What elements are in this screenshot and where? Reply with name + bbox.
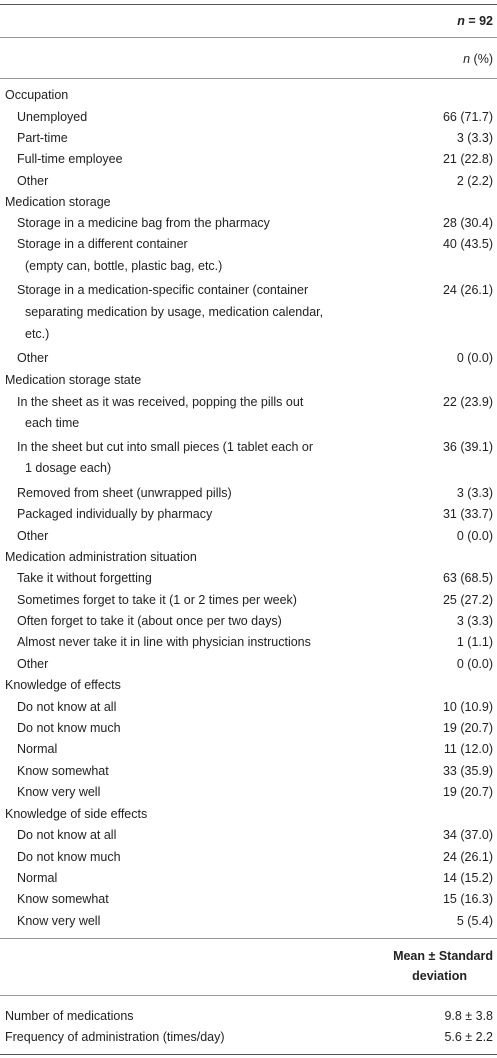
row-label: Know somewhat: [17, 764, 109, 778]
row-label: Do not know much: [17, 850, 121, 864]
row-label: Almost never take it in line with physician instructions: [17, 635, 311, 649]
header-rule: [0, 37, 497, 38]
row-value: 5 (5.4): [456, 914, 493, 928]
row-label: Other: [17, 174, 49, 188]
row-value: 28 (30.4): [442, 216, 493, 230]
row-value: 2 (2.2): [456, 174, 493, 188]
row-label: Other: [17, 529, 49, 543]
n-pct-label: [463, 51, 493, 67]
row-label: Know somewhat: [17, 892, 109, 906]
row-value: 0 (0.0): [456, 529, 493, 543]
row-value: 9.8 ± 3.8: [444, 1009, 493, 1023]
row-value: 5.6 ± 2.2: [444, 1030, 493, 1044]
section-administration-title: Medication administration situation: [5, 550, 197, 564]
n-pct-symbol: n: [463, 52, 471, 66]
row-value: 63 (68.5): [442, 571, 493, 585]
row-value: 34 (37.0): [442, 828, 493, 842]
row-label: In the sheet as it was received, popping the pills out: [17, 395, 304, 409]
row-label: Other: [17, 351, 49, 365]
row-label: Do not know much: [17, 721, 121, 735]
row-value: 19 (20.7): [442, 785, 493, 799]
row-value: 0 (0.0): [456, 657, 493, 671]
row-value: 24 (26.1): [442, 283, 493, 297]
row-label-cont: 1 dosage each): [25, 461, 112, 475]
row-label: Other: [17, 657, 49, 671]
n-symbol: n: [457, 14, 465, 28]
row-value: 40 (43.5): [442, 237, 493, 251]
row-label: Full-time employee: [17, 152, 123, 166]
row-label: Do not know at all: [17, 828, 117, 842]
row-label: Storage in a different container: [17, 237, 188, 251]
row-value: 14 (15.2): [442, 871, 493, 885]
row-label: Storage in a medication-specific container (container: [17, 283, 309, 297]
subheader-rule: [0, 78, 497, 79]
row-label-cont: (empty can, bottle, plastic bag, etc.): [25, 259, 223, 273]
row-label: Take it without forgetting: [17, 571, 152, 585]
row-label: Unemployed: [17, 110, 88, 124]
row-value: 21 (22.8): [442, 152, 493, 166]
row-label: Number of medications: [5, 1009, 134, 1023]
mean-header-rule: [0, 995, 497, 996]
n-equals-value: = 92: [464, 14, 493, 28]
row-value: 11 (12.0): [443, 742, 493, 756]
section-effects-title: Knowledge of effects: [5, 678, 121, 692]
section-side-effects-title: Knowledge of side effects: [5, 807, 148, 821]
row-value: 3 (3.3): [456, 131, 493, 145]
row-value: 0 (0.0): [456, 351, 493, 365]
row-value: 3 (3.3): [456, 486, 493, 500]
row-label-cont: each time: [25, 416, 80, 430]
section-occupation-title: Occupation: [5, 88, 69, 102]
row-value: 10 (10.9): [442, 700, 493, 714]
bottom-rule: [0, 1054, 497, 1055]
mean-section-rule: [0, 938, 497, 939]
row-value: 24 (26.1): [442, 850, 493, 864]
top-rule: [0, 4, 497, 5]
section-storage-state-title: Medication storage state: [5, 373, 142, 387]
row-label-cont: etc.): [25, 327, 50, 341]
row-label: Normal: [17, 871, 58, 885]
row-label: Storage in a medicine bag from the pharmacy: [17, 216, 270, 230]
row-value: 25 (27.2): [442, 593, 493, 607]
row-label: Removed from sheet (unwrapped pills): [17, 486, 232, 500]
row-value: 36 (39.1): [442, 440, 493, 454]
n-pct-suffix: (%): [470, 52, 493, 66]
row-value: 1 (1.1): [456, 635, 493, 649]
row-label: Know very well: [17, 785, 101, 799]
row-label: Sometimes forget to take it (1 or 2 times per week): [17, 593, 297, 607]
row-label: Part-time: [17, 131, 68, 145]
row-label: Do not know at all: [17, 700, 117, 714]
row-label: In the sheet but cut into small pieces (1 tablet each or: [17, 440, 314, 454]
row-label: Frequency of administration (times/day): [5, 1030, 225, 1044]
mean-header-line2: deviation: [412, 969, 467, 983]
row-value: 22 (23.9): [442, 395, 493, 409]
row-label: Packaged individually by pharmacy: [17, 507, 213, 521]
row-value: 15 (16.3): [442, 892, 493, 906]
row-value: 66 (71.7): [442, 110, 493, 124]
row-label: Often forget to take it (about once per two days): [17, 614, 282, 628]
row-value: 33 (35.9): [442, 764, 493, 778]
row-label-cont: separating medication by usage, medication calendar,: [25, 305, 324, 319]
n-total-label: [457, 13, 493, 29]
row-value: 19 (20.7): [442, 721, 493, 735]
mean-header-line1: Mean ± Standard: [393, 949, 493, 963]
row-value: 31 (33.7): [442, 507, 493, 521]
row-value: 3 (3.3): [456, 614, 493, 628]
row-label: Know very well: [17, 914, 101, 928]
section-storage-title: Medication storage: [5, 195, 111, 209]
row-label: Normal: [17, 742, 58, 756]
